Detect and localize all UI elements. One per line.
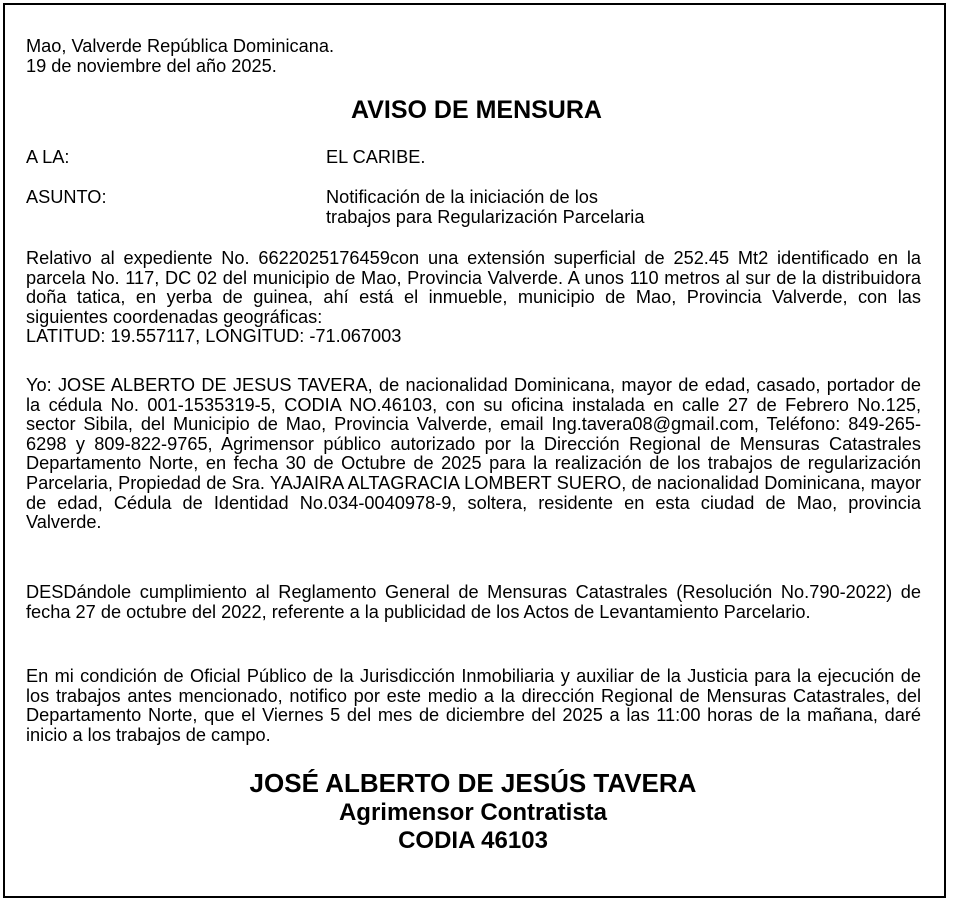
- coordinates: LATITUD: 19.557117, LONGITUD: -71.067003: [26, 326, 402, 347]
- subject-label: ASUNTO:: [26, 187, 107, 207]
- subject-line: trabajos para Regularización Parcelaria: [326, 206, 645, 227]
- subject-value: [326, 188, 886, 227]
- header-place: Mao, Valverde República Dominicana.: [26, 36, 334, 56]
- signature-role: Agrimensor Contratista: [338, 799, 608, 826]
- signature-codia: CODIA 46103: [398, 827, 548, 854]
- header-block: [26, 37, 921, 76]
- page-title: AVISO DE MENSURA: [351, 96, 602, 124]
- to-value: EL CARIBE.: [326, 147, 426, 167]
- paragraph-notification: En mi condición de Oficial Público de la Jurisdicción Inmobiliaria y auxiliar de la Justicia para la ejecución de los trabajos antes mencionado, notifico por este medio a la dirección Regional de Mensuras Catastrales, del Departamento Norte, que el Viernes 5 del mes de diciembre del 2025 a las 11:00 horas de la mañana, daré inicio a los trabajos de campo.: [26, 666, 921, 745]
- subject-line: Notificación de la iniciación de los: [326, 187, 598, 207]
- paragraph-text: Relativo al expediente No. 6622025176459con una extensión superficial de 252.45 Mt2 identificado en la parcela No. 117, DC 02 del municipio de Mao, Provincia Valverde. A unos 110 metros al sur de la distribuidora doña tatica, en yerba de guinea, ahí está el inmueble, municipio de Mao, Provincia Valverde, con las siguientes coordenadas geográficas:: [26, 248, 921, 327]
- signature-name: JOSÉ ALBERTO DE JESÚS TAVERA: [249, 768, 697, 798]
- paragraph-surveyor: Yo: JOSE ALBERTO DE JESUS TAVERA, de nacionalidad Dominicana, mayor de edad, casado, portador de la cédula No. 001-1535319-5, CODIA NO.46103, con su oficina instalada en calle 27 de Febrero No.125, sector Sibila, del Municipio de Mao, Provincia Valverde, email Ing.tavera08@gmail.com, Teléfono: 849-265-6298 y 809-822-9765, Agrimensor público autorizado por la Dirección Regional de Mensuras Catastrales Departamento Norte, en fecha 30 de Octubre de 2025 para la realización de los trabajos de regularización Parcelaria, Propiedad de Sra. YAJAIRA ALTAGRACIA LOMBERT SUERO, de nacionalidad Dominicana, mayor de edad, Cédula de Identidad No.034-0040978-9, soltera, residente en esta ciudad de Mao, provincia Valverde.: [26, 375, 921, 533]
- paragraph-expediente: [26, 249, 921, 347]
- header-date: 19 de noviembre del año 2025.: [26, 55, 277, 76]
- to-label: A LA:: [26, 147, 70, 167]
- paragraph-reglamento: DESDándole cumplimiento al Reglamento General de Mensuras Catastrales (Resolución No.790-2022) de fecha 27 de octubre del 2022, referente a la publicidad de los Actos de Levantamiento Parcelario.: [26, 582, 921, 622]
